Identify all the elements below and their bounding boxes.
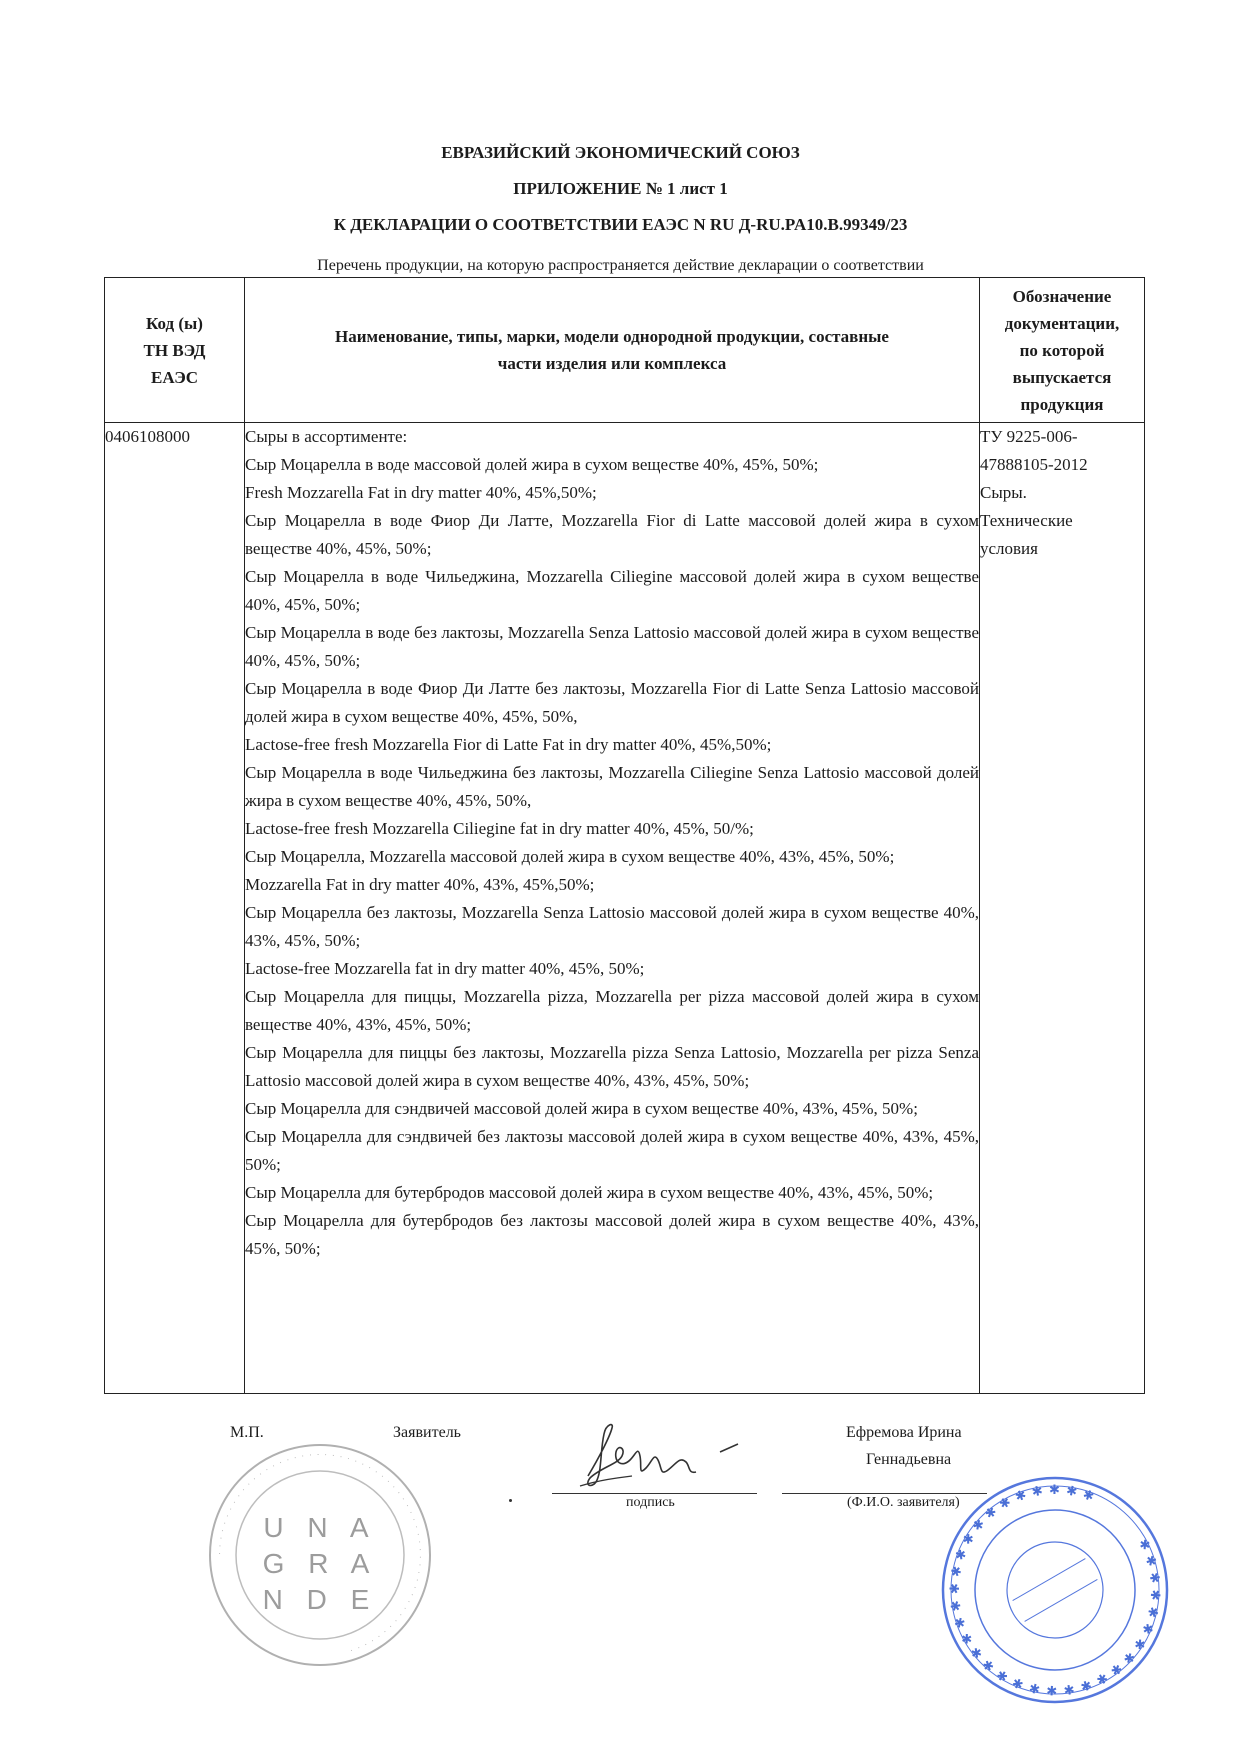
ink-dot xyxy=(509,1499,512,1502)
hs-code-cell: 0406108000 xyxy=(105,423,245,1394)
product-line: Сыр Моцарелла для бутербродов без лактозы массовой долей жира в сухом веществе 40%, 43%, 45%, 50%; xyxy=(245,1211,979,1258)
header-code: Код (ы) ТН ВЭД ЕАЭС xyxy=(105,278,245,423)
product-line: Сыр Моцарелла в воде массовой долей жира в сухом веществе 40%, 45%, 50%; xyxy=(245,455,819,474)
applicant-name-line1: Ефремова Ирина xyxy=(846,1424,962,1441)
applicant-name-line2: Геннадьевна xyxy=(866,1451,952,1468)
product-line: Сыр Моцарелла в воде Чильеджина, Mozzarella Ciliegine массовой долей жира в сухом веществе 40%, 45%, 50%; xyxy=(245,567,979,614)
product-line: Lactose-free fresh Mozzarella Ciliegine fat in dry matter 40%, 45%, 50/%; xyxy=(245,819,754,838)
company-stamp-right xyxy=(935,1470,1175,1710)
product-list-cell xyxy=(245,423,980,1394)
product-line: Mozzarella Fat in dry matter 40%, 43%, 45%,50%; xyxy=(245,875,595,894)
header-documentation: Обозначение документации, по которой выпускается продукция xyxy=(980,278,1145,423)
name-label: (Ф.И.О. заявителя) xyxy=(847,1495,960,1510)
product-line: Сыр Моцарелла в воде Фиор Ди Латте, Mozzarella Fior di Latte массовой долей жира в сухом веществе 40%, 45%, 50%; xyxy=(245,511,979,558)
product-line: Сыр Моцарелла для бутербродов массовой долей жира в сухом веществе 40%, 43%, 45%, 50%; xyxy=(245,1183,934,1202)
svg-text:· · · · · · · · · · · · · · ·: · · · · · · · · · · · · · · · · · · · · · · · · · · · · · · · · · · · · · · · · · · · · · · · · · · · · · · · · · · xyxy=(213,1448,427,1657)
product-line: Сыры в ассортименте: xyxy=(245,427,408,446)
applicant-label: Заявитель xyxy=(393,1424,461,1441)
seal-logo-line: G R A xyxy=(262,1548,378,1579)
product-line: Сыр Моцарелла в воде Фиор Ди Латте без лактозы, Mozzarella Fior di Latte Senza Lattosio массовой долей жира в сухом веществе 40%, 45%, 50%, xyxy=(245,679,979,726)
product-line: Сыр Моцарелла для пиццы, Mozzarella pizza, Mozzarella per pizza массовой долей жира в сухом веществе 40%, 43%, 45%, 50%; xyxy=(245,987,979,1034)
product-line: Сыр Моцарелла для сэндвичей без лактозы массовой долей жира в сухом веществе 40%, 43%, 45%, 50%; xyxy=(245,1127,979,1174)
header-product-name: Наименование, типы, марки, модели однородной продукции, составные части изделия или комплекса xyxy=(245,278,980,423)
signature-label: подпись xyxy=(626,1495,675,1510)
product-line: Lactose-free Mozzarella fat in dry matter 40%, 45%, 50%; xyxy=(245,959,645,978)
table-header-row xyxy=(105,278,1145,423)
product-line: Сыр Моцарелла, Mozzarella массовой долей жира в сухом веществе 40%, 43%, 45%, 50%; xyxy=(245,847,895,866)
declaration-title: К ДЕКЛАРАЦИИ О СООТВЕТСТВИИ ЕАЭС N RU Д-RU.PA10.B.99349/23 xyxy=(333,215,908,234)
seal-logo-line: N D E xyxy=(262,1584,378,1615)
product-line: Сыр Моцарелла в воде Чильеджина без лактозы, Mozzarella Ciliegine Senza Lattosio массовой долей жира в сухом веществе 40%, 45%, 50%, xyxy=(245,763,979,810)
product-line: Сыр Моцарелла для пиццы без лактозы, Mozzarella pizza Senza Lattosio, Mozzarella per pizza Senza Lattosio массовой долей жира в сухом веществе 40%, 43%, 45%, 50%; xyxy=(245,1043,979,1090)
documentation-cell: ТУ 9225-006- 47888105-2012 Сыры. Технические условия xyxy=(980,423,1145,1394)
svg-text:✱ ✱ ✱ ✱ ✱ ✱ ✱ ✱ ✱ ✱ ✱ ✱ ✱ ✱ ✱: ✱ ✱ ✱ ✱ ✱ ✱ ✱ ✱ ✱ ✱ ✱ ✱ ✱ ✱ ✱ ✱ ✱ ✱ ✱ ✱ ✱ ✱ ✱ ✱ ✱ ✱ ✱ ✱ ✱ ✱ ✱ ✱ ✱ xyxy=(946,1481,1164,1699)
product-line: Сыр Моцарелла в воде без лактозы, Mozzarella Senza Lattosio массовой долей жира в сухом веществе 40%, 45%, 50%; xyxy=(245,623,979,670)
union-title: ЕВРАЗИЙСКИЙ ЭКОНОМИЧЕСКИЙ СОЮЗ xyxy=(441,143,800,162)
list-subtitle: Перечень продукции, на которую распространяется действие декларации о соответствии xyxy=(317,257,924,274)
products-table xyxy=(104,277,1145,1394)
company-seal-left xyxy=(200,1435,440,1675)
product-line: Fresh Mozzarella Fat in dry matter 40%, 45%,50%; xyxy=(245,483,597,502)
product-line: Lactose-free fresh Mozzarella Fior di Latte Fat in dry matter 40%, 45%,50%; xyxy=(245,735,772,754)
product-line: Сыр Моцарелла без лактозы, Mozzarella Senza Lattosio массовой долей жира в сухом веществе 40%, 43%, 45%, 50%; xyxy=(245,903,979,950)
table-row xyxy=(105,423,1145,1394)
handwritten-signature xyxy=(560,1416,760,1496)
seal-logo-line: U N A xyxy=(263,1512,377,1543)
stamp-place-label: М.П. xyxy=(230,1424,264,1441)
product-line: Сыр Моцарелла для сэндвичей массовой долей жира в сухом веществе 40%, 43%, 45%, 50%; xyxy=(245,1099,918,1118)
annex-title: ПРИЛОЖЕНИЕ № 1 лист 1 xyxy=(513,179,728,198)
